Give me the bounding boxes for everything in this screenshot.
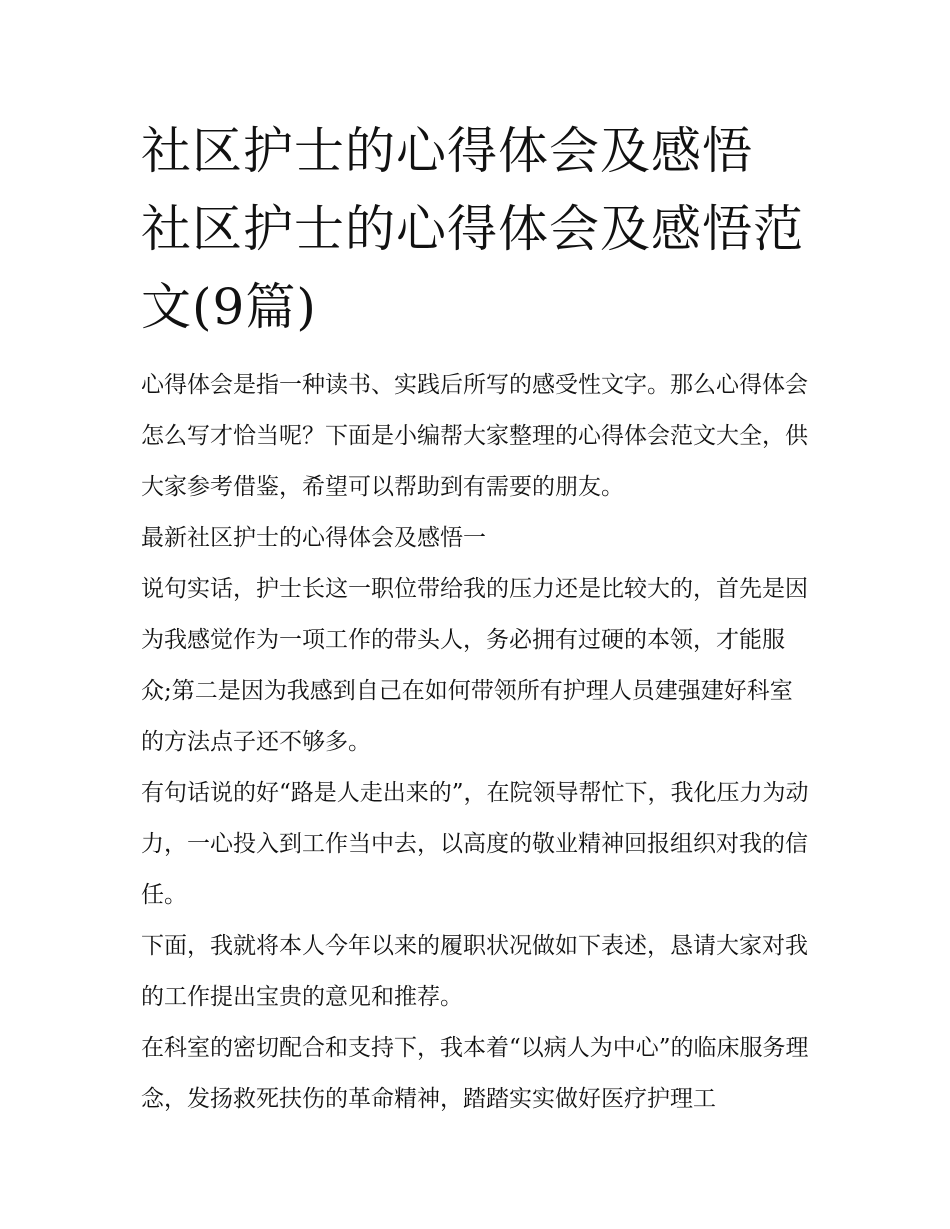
paragraph: 在科室的密切配合和支持下，我本着“以病人为中心”的临床服务理念，发扬救死扶伤的革命精神，踏踏实实做好医疗护理工 (141, 1035, 809, 1112)
paragraph-intro: 心得体会是指一种读书、实践后所写的感受性文字。那么心得体会怎么写才恰当呢？下面是小编帮大家整理的心得体会范文大全，供大家参考借鉴，希望可以帮助到有需要的朋友。 (141, 372, 808, 500)
paragraph: 下面，我就将本人今年以来的履职状况做如下表述，恳请大家对我的工作提出宝贵的意见和推荐。 (141, 933, 808, 1010)
paragraph: 有句话说的好“路是人走出来的”，在院领导帮忙下，我化压力为动力，一心投入到工作当中去，以高度的敬业精神回报组织对我的信任。 (141, 780, 809, 908)
section-heading: 最新社区护士的心得体会及感悟一 (141, 525, 486, 551)
document-content (141, 112, 811, 1125)
document-title: 社区护士的心得体会及感悟 社区护士的心得体会及感悟范文(9篇) (141, 122, 804, 336)
paragraph: 说句实话，护士长这一职位带给我的压力还是比较大的，首先是因为我感觉作为一项工作的带头人，务必拥有过硬的本领，才能服众;第二是因为我感到自己在如何带领所有护理人员建强建好科室的方法点子还不够多。 (141, 576, 808, 755)
document-body (141, 360, 811, 1125)
